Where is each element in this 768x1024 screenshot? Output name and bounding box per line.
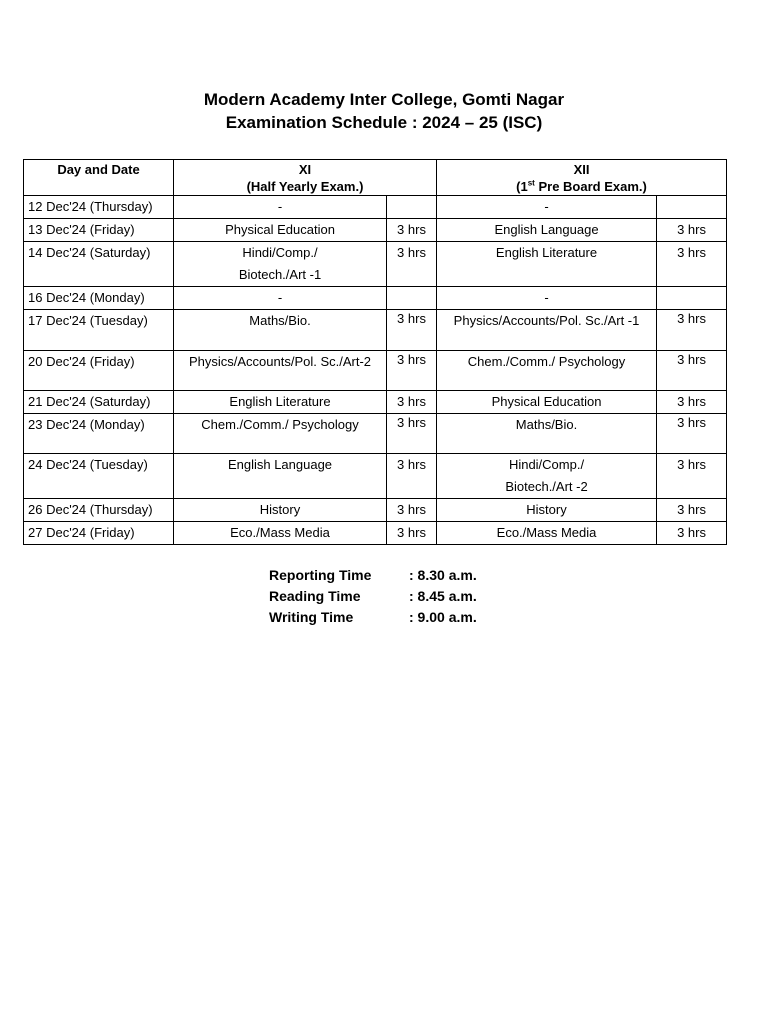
xi-subject: - (174, 196, 387, 219)
xii-subject: Hindi/Comp./ Biotech./Art -2 (437, 454, 657, 499)
xii-duration: 3 hrs (657, 351, 727, 391)
xi-duration: 3 hrs (387, 351, 437, 391)
xii-duration: 3 hrs (657, 242, 727, 287)
row-day: 14 Dec'24 (Saturday) (24, 242, 174, 287)
xi-duration: 3 hrs (387, 414, 437, 454)
xii-subject: History (437, 499, 657, 522)
xi-subject: English Literature (174, 391, 387, 414)
xi-subject: Eco./Mass Media (174, 522, 387, 545)
table-row (24, 219, 727, 242)
xii-subject: Physical Education (437, 391, 657, 414)
xi-subject: Physical Education (174, 219, 387, 242)
col-header-xi (174, 160, 437, 196)
xii-duration: 3 hrs (657, 414, 727, 454)
xii-duration: 3 hrs (657, 310, 727, 351)
xii-duration (657, 287, 727, 310)
table-row (24, 351, 727, 391)
xii-subject: Eco./Mass Media (437, 522, 657, 545)
xii-subtitle: (1st Pre Board Exam.) (516, 178, 647, 194)
row-day: 16 Dec'24 (Monday) (24, 287, 174, 310)
xii-duration: 3 hrs (657, 499, 727, 522)
timing-label: Reporting Time (269, 567, 372, 583)
schedule-title: Examination Schedule : 2024 – 25 (ISC) (225, 113, 543, 132)
row-day: 26 Dec'24 (Thursday) (24, 499, 174, 522)
row-day: 20 Dec'24 (Friday) (24, 351, 174, 391)
timing-row-writing (269, 607, 477, 628)
xi-duration: 3 hrs (387, 310, 437, 351)
xi-subject: - (174, 287, 387, 310)
xi-subtitle: (Half Yearly Exam.) (246, 179, 364, 194)
exam-schedule-table (23, 159, 727, 545)
table-row (24, 242, 727, 287)
xii-subject: - (437, 196, 657, 219)
xii-duration: 3 hrs (657, 522, 727, 545)
timing-value: : 9.00 a.m. (409, 609, 477, 625)
school-name: Modern Academy Inter College, Gomti Nagar (203, 90, 565, 109)
col-header-day: Day and Date (24, 160, 174, 196)
table-row (24, 391, 727, 414)
row-day: 13 Dec'24 (Friday) (24, 219, 174, 242)
xii-subject: Physics/Accounts/Pol. Sc./Art -1 (437, 310, 657, 351)
xii-duration: 3 hrs (657, 219, 727, 242)
timing-value: : 8.45 a.m. (409, 588, 477, 604)
xii-subject: English Literature (437, 242, 657, 287)
table-row (24, 310, 727, 351)
timing-row-reporting (269, 565, 477, 586)
timing-row-reading (269, 586, 477, 607)
table-row (24, 287, 727, 310)
xii-subject: Chem./Comm./ Psychology (437, 351, 657, 391)
xi-duration: 3 hrs (387, 499, 437, 522)
row-day: 23 Dec'24 (Monday) (24, 414, 174, 454)
xi-subject: Hindi/Comp./ Biotech./Art -1 (174, 242, 387, 287)
xi-subject: Physics/Accounts/Pol. Sc./Art-2 (174, 351, 387, 391)
timing-label: Writing Time (269, 609, 354, 625)
exam-timings (269, 565, 477, 628)
xi-subject: History (174, 499, 387, 522)
xii-subject: English Language (437, 219, 657, 242)
col-header-xii (437, 160, 727, 196)
timing-value: : 8.30 a.m. (409, 567, 477, 583)
table-row (24, 499, 727, 522)
xi-subject: Chem./Comm./ Psychology (174, 414, 387, 454)
row-day: 12 Dec'24 (Thursday) (24, 196, 174, 219)
xi-duration: 3 hrs (387, 454, 437, 499)
xii-duration: 3 hrs (657, 454, 727, 499)
table-header-row (24, 160, 727, 196)
xii-title: XII (573, 162, 590, 177)
table-row (24, 522, 727, 545)
row-day: 27 Dec'24 (Friday) (24, 522, 174, 545)
xi-duration (387, 196, 437, 219)
row-day: 24 Dec'24 (Tuesday) (24, 454, 174, 499)
title-block (0, 88, 768, 134)
xi-duration: 3 hrs (387, 391, 437, 414)
row-day: 21 Dec'24 (Saturday) (24, 391, 174, 414)
table-row (24, 196, 727, 219)
xii-subject: Maths/Bio. (437, 414, 657, 454)
xii-duration (657, 196, 727, 219)
xi-subject: Maths/Bio. (174, 310, 387, 351)
table-row (24, 454, 727, 499)
table-row (24, 414, 727, 454)
xi-duration: 3 hrs (387, 219, 437, 242)
xi-subject: English Language (174, 454, 387, 499)
timing-label: Reading Time (269, 588, 361, 604)
xii-duration: 3 hrs (657, 391, 727, 414)
xii-subject: - (437, 287, 657, 310)
row-day: 17 Dec'24 (Tuesday) (24, 310, 174, 351)
xi-title: XI (298, 162, 312, 177)
xi-duration: 3 hrs (387, 242, 437, 287)
xi-duration: 3 hrs (387, 522, 437, 545)
xi-duration (387, 287, 437, 310)
